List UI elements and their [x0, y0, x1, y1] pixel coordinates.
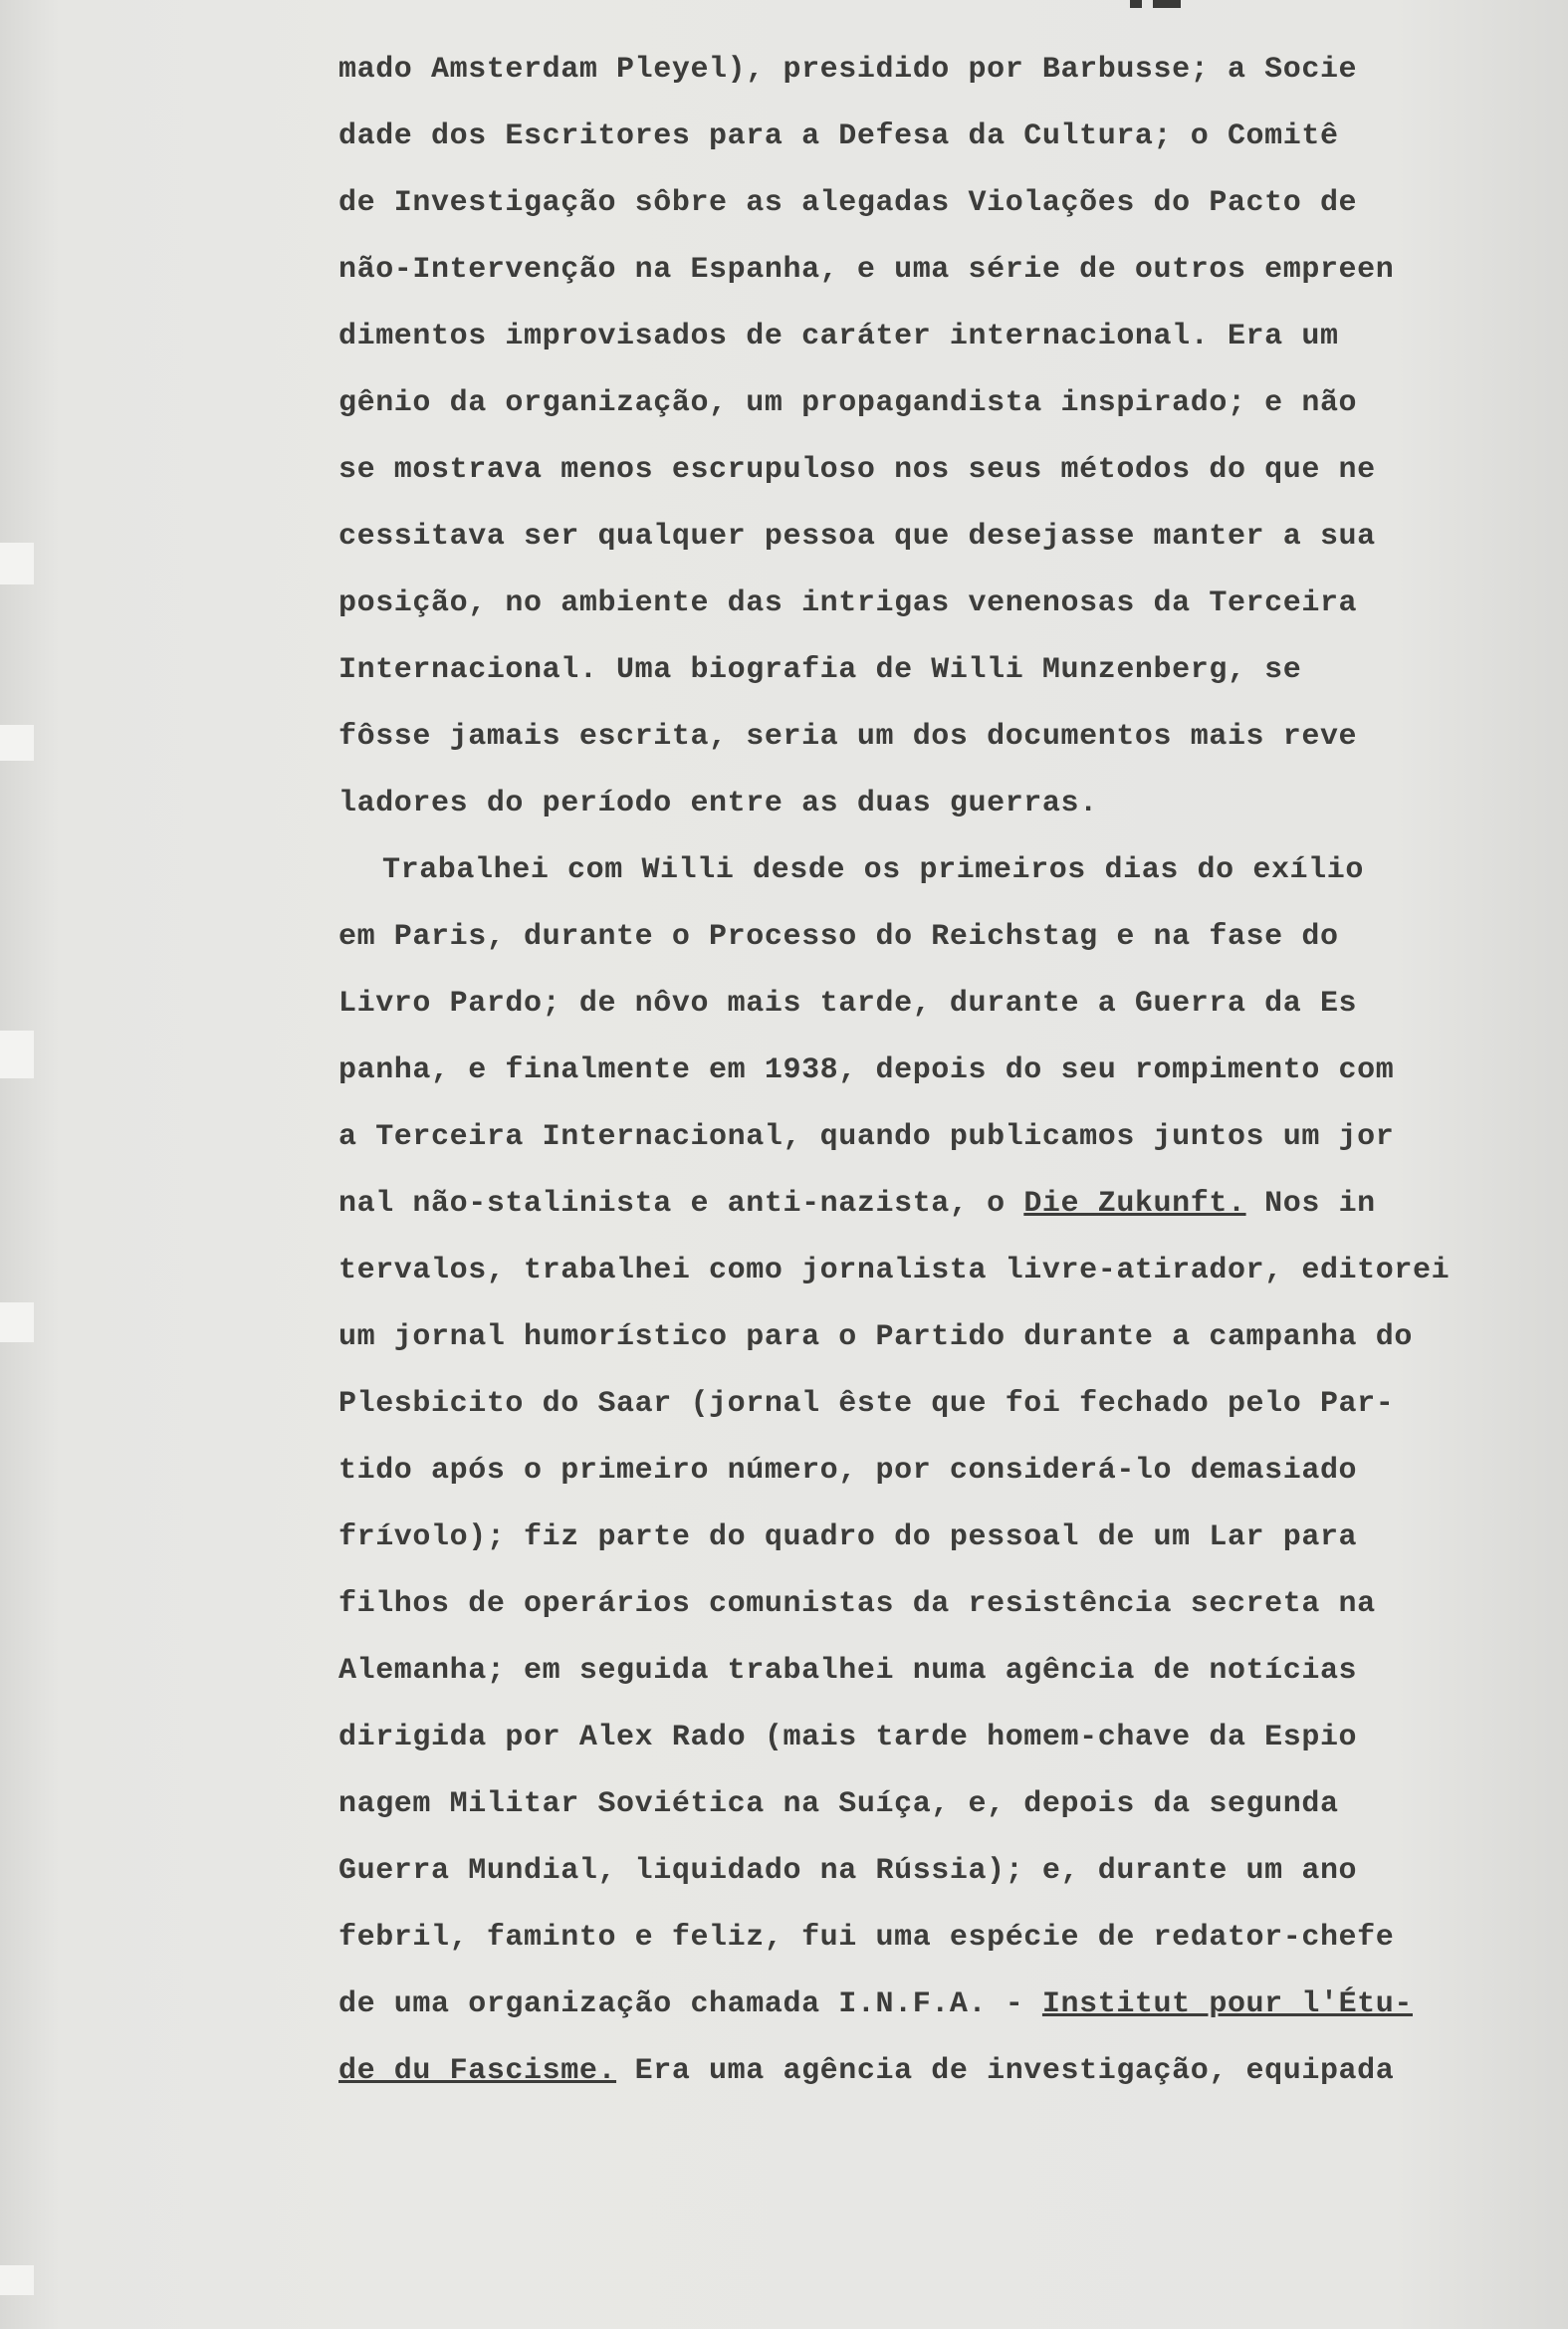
text-line: ladores do período entre as duas guerras.	[338, 787, 1098, 820]
text-line: a Terceira Internacional, quando publicamos juntos um jor	[338, 1120, 1395, 1154]
text-line: de Investigação sôbre as alegadas Violações do Pacto de	[338, 186, 1358, 220]
text-line: frívolo); fiz parte do quadro do pessoal de um Lar para	[338, 1520, 1358, 1554]
text-line: Internacional. Uma biografia de Willi Munzenberg, se	[338, 653, 1302, 687]
top-edge-mark	[1153, 0, 1181, 8]
text-line: se mostrava menos escrupuloso nos seus métodos do que ne	[338, 453, 1376, 487]
text-line: um jornal humorístico para o Partido durante a campanha do	[338, 1320, 1413, 1354]
text-line: tervalos, trabalhei como jornalista livre-atirador, editorei	[338, 1254, 1451, 1287]
text-line: mado Amsterdam Pleyel), presidido por Barbusse; a Socie	[338, 53, 1358, 87]
text-line: não-Intervenção na Espanha, e uma série de outros empreen	[338, 253, 1395, 287]
text-line: tido após o primeiro número, por considerá-lo demasiado	[338, 1454, 1358, 1488]
text-line: gênio da organização, um propagandista inspirado; e não	[338, 386, 1358, 420]
text-segment: nal não-stalinista e anti-nazista, o	[338, 1187, 1024, 1221]
left-edge-mark	[0, 543, 34, 584]
text-line	[338, 1984, 1413, 2024]
text-line: Livro Pardo; de nôvo mais tarde, durante a Guerra da Es	[338, 987, 1358, 1021]
underlined-title: Institut pour l'Étu-	[1041, 1987, 1413, 2021]
text-line: Guerra Mundial, liquidado na Rússia); e, durante um ano	[338, 1854, 1358, 1888]
paragraph-first-line: Trabalhei com Willi desde os primeiros dias do exílio	[382, 853, 1364, 887]
text-line: Alemanha; em seguida trabalhei numa agência de notícias	[338, 1654, 1358, 1688]
left-edge-mark	[0, 1031, 34, 1078]
underlined-title: Die Zukunft.	[1023, 1187, 1246, 1221]
text-line: dimentos improvisados de caráter internacional. Era um	[338, 320, 1339, 353]
text-segment: Nos in	[1245, 1187, 1376, 1221]
left-edge-mark	[0, 2265, 34, 2295]
text-line	[338, 2051, 1394, 2091]
left-edge-mark	[0, 1302, 34, 1342]
text-line: febril, faminto e feliz, fui uma espécie de redator-chefe	[338, 1921, 1395, 1955]
underlined-title: de du Fascisme.	[338, 2054, 617, 2088]
text-line: dade dos Escritores para a Defesa da Cultura; o Comitê	[338, 119, 1339, 153]
top-edge-mark	[1130, 0, 1142, 8]
left-edge-mark	[0, 725, 34, 761]
text-line: cessitava ser qualquer pessoa que desejasse manter a sua	[338, 520, 1376, 554]
text-line: panha, e finalmente em 1938, depois do seu rompimento com	[338, 1053, 1395, 1087]
text-line: posição, no ambiente das intrigas venenosas da Terceira	[338, 586, 1358, 620]
text-line: em Paris, durante o Processo do Reichstag e na fase do	[338, 920, 1339, 954]
text-line: Plesbicito do Saar (jornal êste que foi fechado pelo Par-	[338, 1387, 1395, 1421]
text-segment: de uma organização chamada I.N.F.A. -	[338, 1987, 1042, 2021]
text-line: fôsse jamais escrita, seria um dos documentos mais reve	[338, 720, 1358, 754]
text-line: dirigida por Alex Rado (mais tarde homem-chave da Espio	[338, 1721, 1358, 1754]
text-line: nagem Militar Soviética na Suíça, e, depois da segunda	[338, 1787, 1339, 1821]
text-line	[338, 1184, 1376, 1224]
text-line: filhos de operários comunistas da resistência secreta na	[338, 1587, 1376, 1621]
text-segment: Era uma agência de investigação, equipada	[616, 2054, 1395, 2088]
